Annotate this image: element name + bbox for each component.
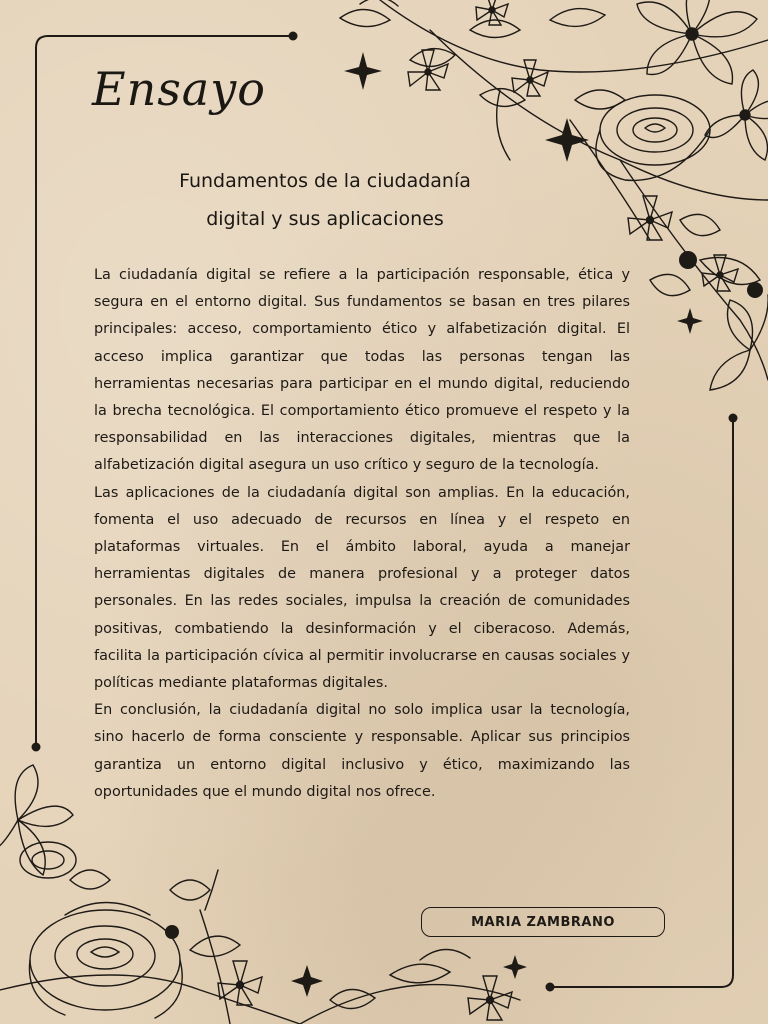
paragraph-2: Las aplicaciones de la ciudadanía digital son amplias. En la educación, fomenta el uso adecuado de recursos en línea y el respeto en plataformas virtuales. En el ámbito laboral, ayuda a manejar herramientas digitales de manera profesional y a proteger datos personales. En las redes sociales, impulsa la creación de comunidades positivas, combatiendo la desinformación y el ciberacoso. Además, facilita la participación cívica al permitir involucrarse en causas sociales y políticas mediante plataformas digitales. bbox=[94, 484, 630, 692]
essay-heading-line-1: Fundamentos de la ciudadanía bbox=[179, 170, 471, 192]
author-badge bbox=[421, 907, 665, 937]
essay-heading bbox=[110, 162, 540, 238]
essay-body bbox=[94, 262, 630, 806]
paragraph-3: En conclusión, la ciudadanía digital no solo implica usar la tecnología, sino hacerlo de forma consciente y responsable. Aplicar sus principios garantiza un entorno digital inclusivo y ético, maximizando las oportunidades que el mundo digital nos ofrece. bbox=[94, 702, 630, 800]
document-title: Ensayo bbox=[92, 62, 266, 116]
essay-heading-line-2: digital y sus aplicaciones bbox=[206, 208, 444, 230]
paragraph-1: La ciudadanía digital se refiere a la participación responsable, ética y segura en el entorno digital. Sus fundamentos se basan en tres pilares principales: acceso, comportamiento ético y alfabetización digital. El acceso implica garantizar que todas las personas tengan las herramientas necesarias para participar en el mundo digital, reduciendo la brecha tecnológica. El comportamiento ético promueve el respeto y la responsabilidad en las interacciones digitales, mientras que la alfabetización digital asegura un uso crítico y seguro de la tecnología. bbox=[94, 267, 630, 474]
author-name: MARIA ZAMBRANO bbox=[471, 914, 615, 930]
